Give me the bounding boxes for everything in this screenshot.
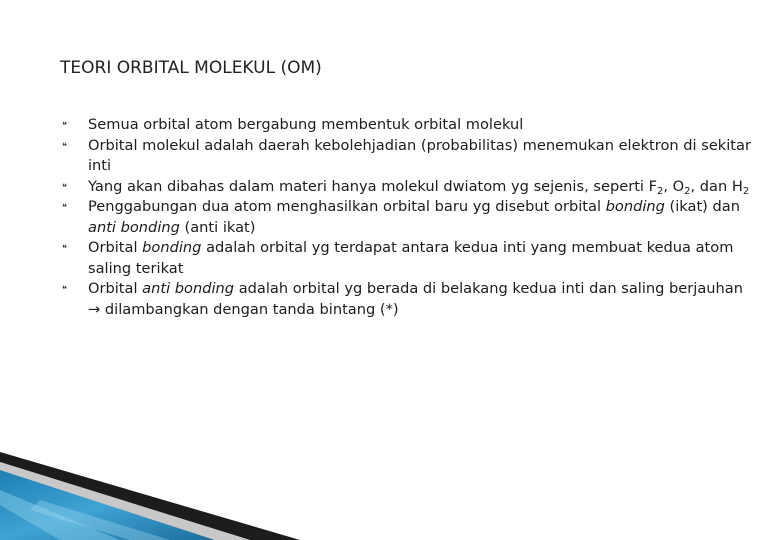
- bullet-text: , O: [663, 177, 685, 195]
- italic-term: bonding: [142, 239, 202, 256]
- quote-bullet-icon: ❝: [62, 203, 67, 213]
- subscript: 2: [684, 185, 691, 197]
- italic-term: anti bonding: [142, 280, 235, 297]
- bullet-text: adalah orbital yg terdapat antara kedua inti yang membuat kedua atom saling terikat: [88, 239, 734, 277]
- bullet-text: Orbital: [88, 280, 143, 297]
- list-item: [62, 279, 752, 320]
- bullet-text: Penggabungan dua atom menghasilkan orbital baru yg disebut orbital: [88, 198, 606, 215]
- corner-gray-stripe: [0, 462, 250, 540]
- quote-bullet-icon: ❝: [62, 285, 67, 295]
- corner-highlight: [0, 490, 120, 540]
- bullet-text: (anti ikat): [179, 218, 256, 236]
- arrow-icon: →: [88, 300, 101, 318]
- list-item: [62, 136, 752, 177]
- bullet-text: adalah orbital yg berada di belakang kedua inti dan saling berjauhan: [234, 280, 743, 297]
- corner-highlight: [30, 500, 170, 540]
- quote-bullet-icon: ❝: [62, 182, 67, 193]
- subscript: 2: [657, 185, 664, 197]
- bullet-text: dilambangkan dengan tanda bintang (*): [100, 300, 399, 318]
- italic-term: anti bonding: [88, 218, 180, 236]
- corner-blue-wedge: [0, 470, 215, 540]
- quote-bullet-icon: ❝: [62, 244, 67, 254]
- bullet-text: Orbital molekul adalah daerah kebolehjadian (probabilitas) menemukan elektron di sekitar inti: [88, 136, 751, 174]
- bullet-text: Semua orbital atom bergabung membentuk orbital molekul: [88, 116, 524, 133]
- list-item: [62, 238, 752, 279]
- corner-dark-stripe: [0, 452, 300, 540]
- list-item: [62, 177, 752, 198]
- list-item: [62, 115, 752, 136]
- bullet-text: Yang akan dibahas dalam materi hanya molekul dwiatom yg sejenis, seperti F: [88, 177, 657, 195]
- slide-title: TEORI ORBITAL MOLEKUL (OM): [60, 58, 322, 78]
- bullet-text: Orbital: [88, 239, 143, 256]
- bullet-text: (ikat) dan: [664, 198, 740, 215]
- italic-term: bonding: [605, 198, 665, 215]
- quote-bullet-icon: ❝: [62, 141, 67, 152]
- bullet-text: , dan H: [690, 177, 743, 195]
- subscript: 2: [742, 185, 750, 197]
- list-item: [62, 197, 752, 238]
- bullet-list: [62, 115, 752, 320]
- quote-bullet-icon: ❝: [62, 121, 67, 131]
